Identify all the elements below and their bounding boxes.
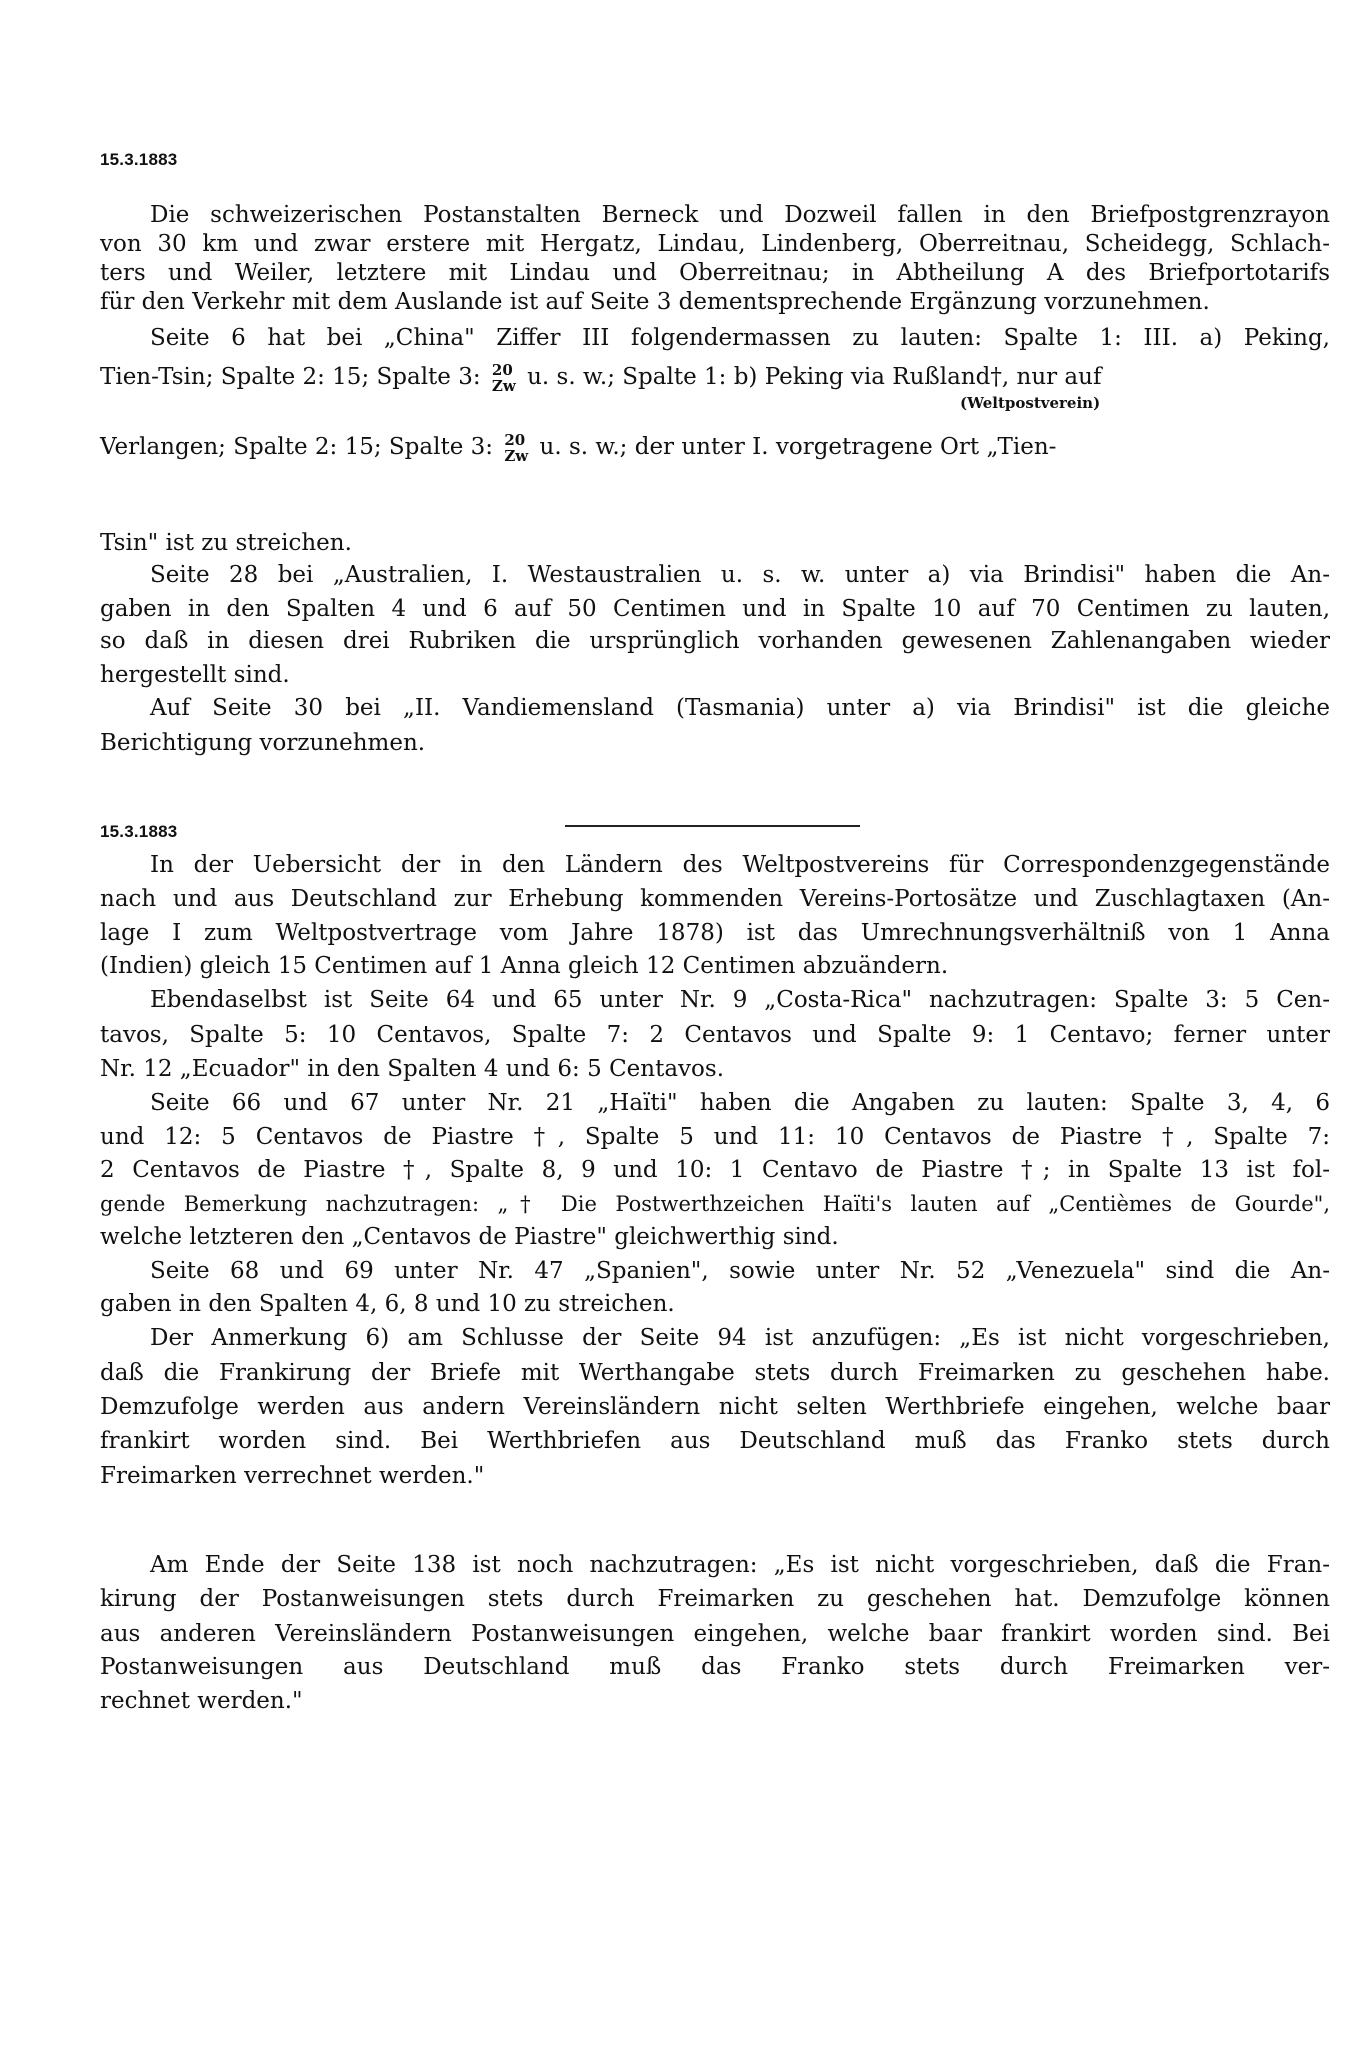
fraction-numerator: 20 [491,361,513,379]
text-line: hergestellt sind. [100,662,290,688]
text-line: Nr. 12 „Ecuador" in den Spalten 4 und 6: 5 Centavos. [100,1056,724,1082]
text-line: In der Uebersicht der in den Ländern des Weltpostvereins für Correspondenzgegenstände [150,852,1330,878]
text-line: Demzufolge werden aus andern Vereinsländern nicht selten Werthbriefe eingehen, welche baar [100,1394,1330,1420]
text-line: Seite 6 hat bei „China" Ziffer III folgendermassen zu lauten: Spalte 1: III. a) Peking, [150,325,1330,351]
fraction-numerator: 20 [504,431,526,449]
text-line: frankirt worden sind. Bei Werthbriefen aus Deutschland muß das Franko stets durch [100,1428,1330,1454]
text-line: so daß in diesen drei Rubriken die ursprünglich vorhanden gewesenen Zahlenangaben wieder [100,628,1330,654]
text-segment: u. s. w.; Spalte 1: b) Peking via Rußland†, nur auf [527,364,1102,390]
text-line: Berichtigung vorzunehmen. [100,730,426,756]
fraction [492,362,516,394]
text-line: lage I zum Weltpostvertrage vom Jahre 1878) ist das Umrechnungsverhältniß von 1 Anna [100,920,1330,946]
text-line: gende Bemerkung nachzutragen: „† Die Postwerthzeichen Haïti's lauten auf „Centièmes de Gourde", [100,1192,1330,1216]
text-segment: Verlangen; Spalte 2: 15; Spalte 3: [100,434,494,460]
text-line: Postanweisungen aus Deutschland muß das Franko stets durch Freimarken ver- [100,1654,1330,1680]
text-line: Freimarken verrechnet werden." [100,1463,485,1489]
text-line: kirung der Postanweisungen stets durch Freimarken zu geschehen hat. Demzufolge können [100,1586,1330,1612]
date-stamp-2: 15.3.1883 [100,822,178,841]
section-divider [565,825,860,827]
text-line: Seite 28 bei „Australien, I. Westaustralien u. s. w. unter a) via Brindisi" haben die An- [150,562,1330,588]
text-line: 2 Centavos de Piastre †, Spalte 8, 9 und 10: 1 Centavo de Piastre †; in Spalte 13 ist fol- [100,1157,1330,1183]
text-line: und 12: 5 Centavos de Piastre †, Spalte 5 und 11: 10 Centavos de Piastre †, Spalte 7: [100,1124,1330,1150]
text-line: tavos, Spalte 5: 10 Centavos, Spalte 7: 2 Centavos und Spalte 9: 1 Centavo; ferner unter [100,1022,1330,1048]
text-line: welche letzteren den „Centavos de Piastre" gleichwerthig sind. [100,1224,839,1250]
fraction-denominator: Zw [504,447,529,465]
text-line: (Indien) gleich 15 Centimen auf 1 Anna gleich 12 Centimen abzuändern. [100,953,949,979]
text-line: Seite 68 und 69 unter Nr. 47 „Spanien", sowie unter Nr. 52 „Venezuela" sind die An- [150,1258,1330,1284]
text-segment: Tien-Tsin; Spalte 2: 15; Spalte 3: [100,364,481,390]
text-line: gaben in den Spalten 4, 6, 8 und 10 zu streichen. [100,1291,675,1317]
date-stamp-1: 15.3.1883 [100,150,178,169]
text-line: Der Anmerkung 6) am Schlusse der Seite 94 ist anzufügen: „Es ist nicht vorgeschrieben, [150,1325,1330,1351]
text-line: Am Ende der Seite 138 ist noch nachzutragen: „Es ist nicht vorgeschrieben, daß die Fran- [150,1552,1330,1578]
text-line: für den Verkehr mit dem Auslande ist auf Seite 3 dementsprechende Ergänzung vorzunehmen. [100,289,1210,315]
text-line: Seite 66 und 67 unter Nr. 21 „Haïti" haben die Angaben zu lauten: Spalte 3, 4, 6 [150,1090,1330,1116]
text-line-fraction [100,362,1330,394]
text-line: Auf Seite 30 bei „II. Vandiemensland (Tasmania) unter a) via Brindisi" ist die gleiche [150,695,1330,721]
text-line: Tsin" ist zu streichen. [100,530,352,556]
fraction-denominator: Zw [491,377,516,395]
sub-note: (Weltpostverein) [960,394,1101,412]
text-line: von 30 km und zwar erstere mit Hergatz, Lindau, Lindenberg, Oberreitnau, Scheidegg, Schlach- [100,231,1330,257]
text-line: daß die Frankirung der Briefe mit Werthangabe stets durch Freimarken zu geschehen habe. [100,1360,1330,1386]
text-line: gaben in den Spalten 4 und 6 auf 50 Centimen und in Spalte 10 auf 70 Centimen zu lauten, [100,596,1330,622]
text-line: rechnet werden." [100,1688,303,1714]
text-line: aus anderen Vereinsländern Postanweisungen eingehen, welche baar frankirt worden sind. Bei [100,1621,1330,1647]
fraction [504,432,528,464]
text-line: ters und Weiler, letztere mit Lindau und Oberreitnau; in Abtheilung A des Briefportotarifs [100,260,1330,286]
text-line-fraction [100,432,1330,464]
text-line: Ebendaselbst ist Seite 64 und 65 unter Nr. 9 „Costa-Rica" nachzutragen: Spalte 3: 5 Cen- [150,987,1330,1013]
text-segment: u. s. w.; der unter I. vorgetragene Ort „Tien- [539,434,1057,460]
text-line: Die schweizerischen Postanstalten Berneck und Dozweil fallen in den Briefpostgrenzrayon [150,202,1330,228]
text-line: nach und aus Deutschland zur Erhebung kommenden Vereins-Portosätze und Zuschlagtaxen (An- [100,886,1330,912]
